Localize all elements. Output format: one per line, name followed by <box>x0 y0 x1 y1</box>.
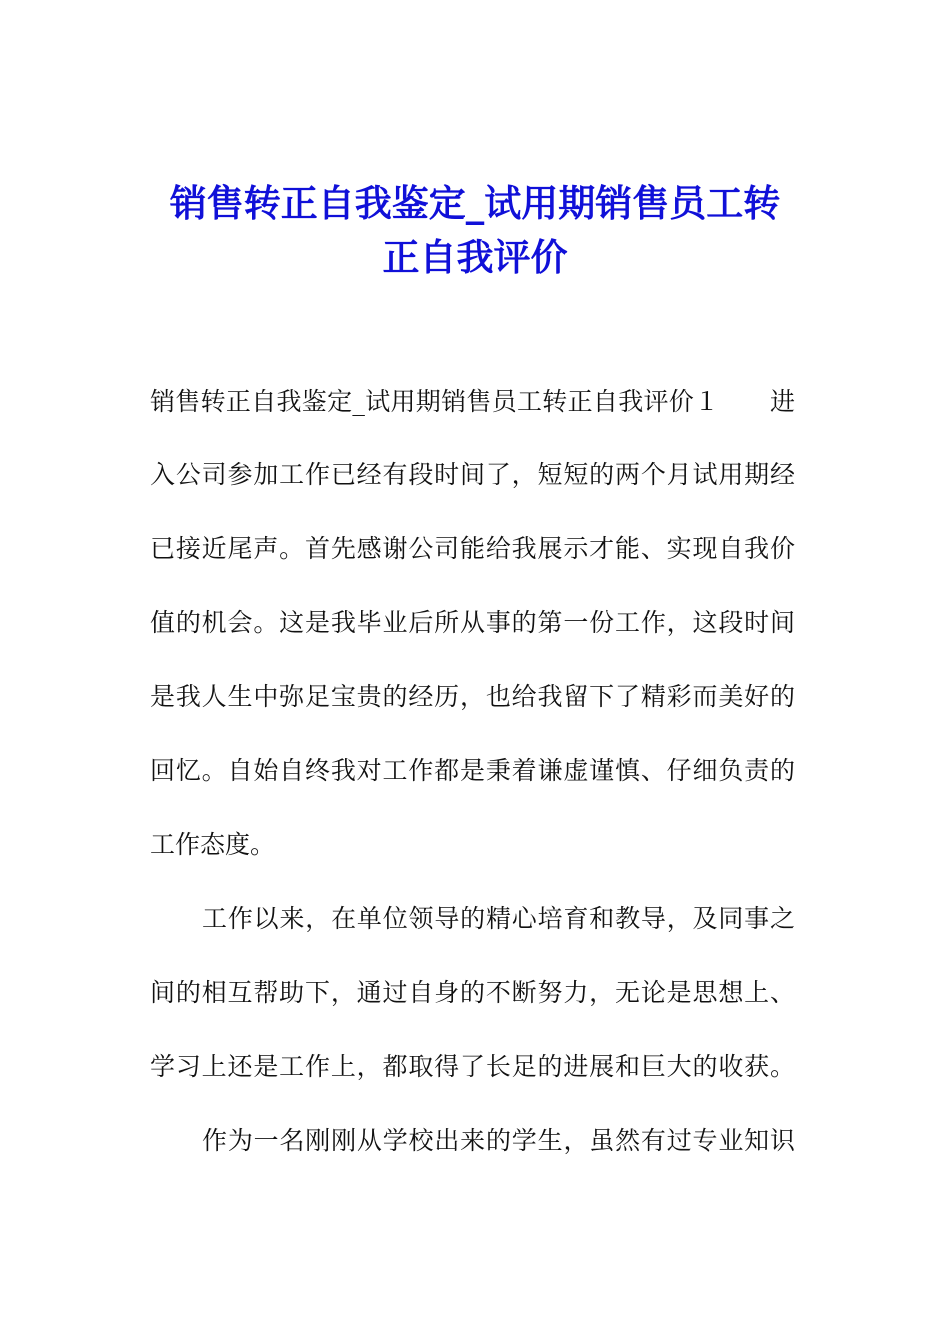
body-line-5: 是我人生中弥足宝贵的经历，也给我留下了精彩而美好的 <box>150 682 795 711</box>
title-line-1: 销售转正自我鉴定_试用期销售员工转 <box>169 181 781 225</box>
body-line-3: 已接近尾声。首先感谢公司能给我展示才能、实现自我价 <box>150 534 795 563</box>
title-line-2: 正自我评价 <box>382 235 568 279</box>
body-line-4: 值的机会。这是我毕业后所从事的第一份工作，这段时间 <box>150 608 795 637</box>
document-title <box>150 176 800 284</box>
body-line-10: 学习上还是工作上，都取得了长足的进展和巨大的收获。 <box>150 1052 795 1081</box>
body-line-6: 回忆。自始自终我对工作都是秉着谦虚谨慎、仔细负责的 <box>150 756 795 785</box>
body-line-11: 作为一名刚刚从学校出来的学生，虽然有过专业知识 <box>202 1126 795 1155</box>
body-line-1: 销售转正自我鉴定_试用期销售员工转正自我评价１ 进 <box>150 387 795 416</box>
body-line-2: 入公司参加工作已经有段时间了，短短的两个月试用期经 <box>150 460 795 489</box>
body-line-7: 工作态度。 <box>150 830 276 859</box>
body-line-9: 间的相互帮助下，通过自身的不断努力，无论是思想上、 <box>150 978 795 1007</box>
body-line-8: 工作以来，在单位领导的精心培育和教导，及同事之 <box>202 904 795 933</box>
